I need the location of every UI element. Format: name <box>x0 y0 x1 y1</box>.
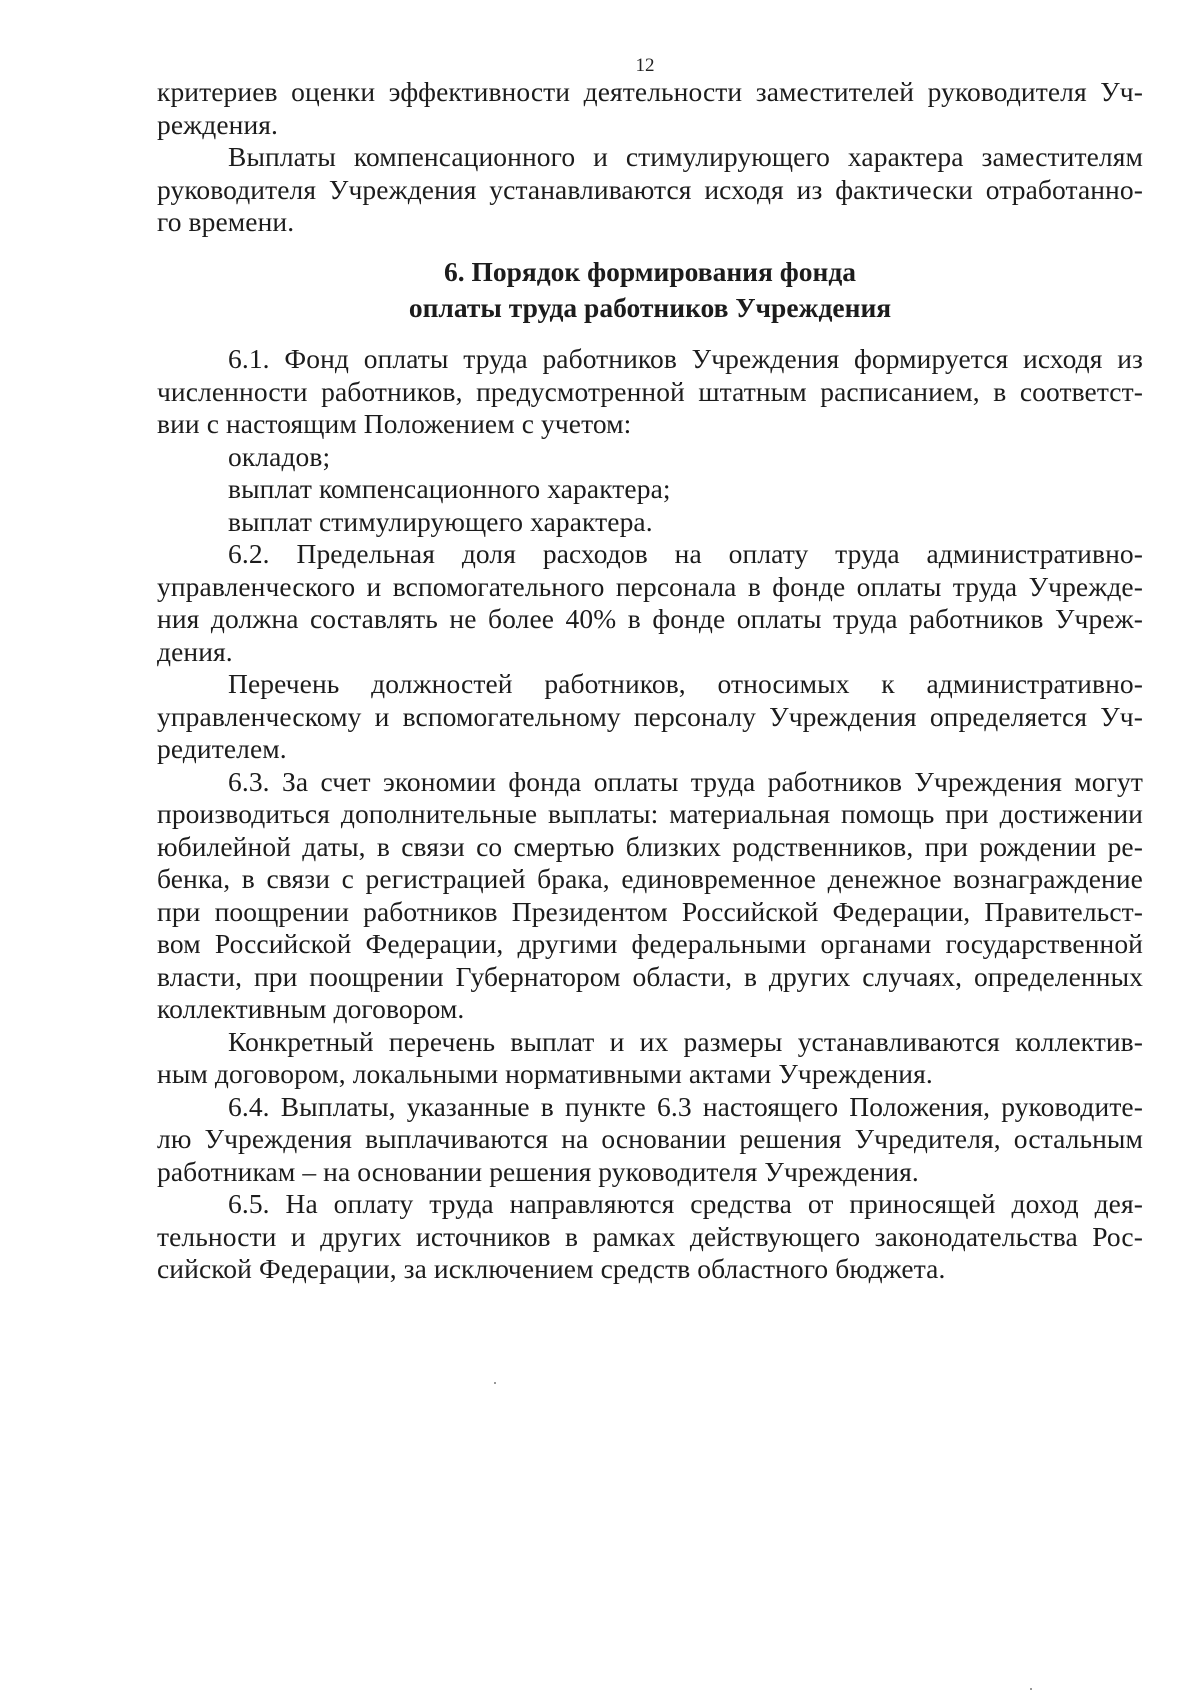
text-line: юбилейной даты, в связи со смертью близких родственников, при рождении ре- <box>157 830 1143 862</box>
text-line: управленческому и вспомогательному персоналу Учреждения определяется Уч- <box>157 700 1143 732</box>
text-line: производиться дополнительные выплаты: материальная помощь при достижении <box>157 798 1143 829</box>
text-line: численности работников, предусмотренной штатным расписанием, в соответст- <box>157 375 1143 407</box>
text-line: работникам – на основании решения руководителя Учреждения. <box>157 1155 919 1187</box>
text-line: 6.1. Фонд оплаты труда работников Учреждения формируется исходя из <box>228 343 1143 374</box>
section-heading-line-2: оплаты труда работников Учреждения <box>408 292 892 323</box>
text-line: редителем. <box>157 733 287 764</box>
text-line: тельности и других источников в рамках действующего законодательства Рос- <box>157 1220 1143 1252</box>
text-line: выплат стимулирующего характера. <box>228 505 653 537</box>
text-line: коллективным договором. <box>157 993 465 1024</box>
text-line: дения. <box>157 635 233 667</box>
text-line: 6.3. За счет экономии фонда оплаты труда работников Учреждения могут <box>228 765 1143 797</box>
text-line: бенка, в связи с регистрацией брака, единовременное денежное вознаграждение <box>157 863 1143 894</box>
text-line: ным договором, локальными нормативными актами Учреждения. <box>157 1058 933 1089</box>
text-line: сийской Федерации, за исключением средств областного бюджета. <box>157 1253 946 1284</box>
text-line: Выплаты компенсационного и стимулирующего характера заместителям <box>228 141 1143 172</box>
text-line: 6.4. Выплаты, указанные в пункте 6.3 настоящего Положения, руководите- <box>228 1090 1143 1122</box>
text-line: выплат компенсационного характера; <box>228 473 671 504</box>
text-line: критериев оценки эффективности деятельности заместителей руководителя Уч- <box>157 76 1143 107</box>
page-number: 12 <box>635 55 655 76</box>
text-line: при поощрении работников Президентом Российской Федерации, Правительст- <box>157 895 1143 927</box>
section-heading-line-1: 6. Порядок формирования фонда <box>443 256 857 287</box>
text-line: Перечень должностей работников, относимых к административно- <box>228 668 1143 699</box>
scan-speck <box>1030 1688 1032 1690</box>
text-line: окладов; <box>228 440 331 472</box>
text-line: вии с настоящим Положением с учетом: <box>157 408 632 439</box>
text-line: ния должна составлять не более 40% в фонде оплаты труда работников Учреж- <box>157 603 1143 634</box>
scan-speck <box>494 1382 496 1384</box>
text-line: руководителя Учреждения устанавливаются исходя из фактически отработанно- <box>157 173 1143 205</box>
text-line: управленческого и вспомогательного персонала в фонде оплаты труда Учрежде- <box>157 570 1143 602</box>
text-line: реждения. <box>157 108 279 140</box>
text-line: лю Учреждения выплачиваются на основании решения Учредителя, остальным <box>157 1123 1143 1154</box>
text-line: власти, при поощрении Губернатором области, в других случаях, определенных <box>157 960 1143 992</box>
text-line: 6.2. Предельная доля расходов на оплату труда административно- <box>228 538 1143 569</box>
text-line: Конкретный перечень выплат и их размеры устанавливаются коллектив- <box>228 1025 1143 1057</box>
text-line: го времени. <box>157 206 295 237</box>
text-line: 6.5. На оплату труда направляются средства от приносящей доход дея- <box>228 1188 1143 1219</box>
text-line: вом Российской Федерации, другими федеральными органами государственной <box>157 928 1143 959</box>
